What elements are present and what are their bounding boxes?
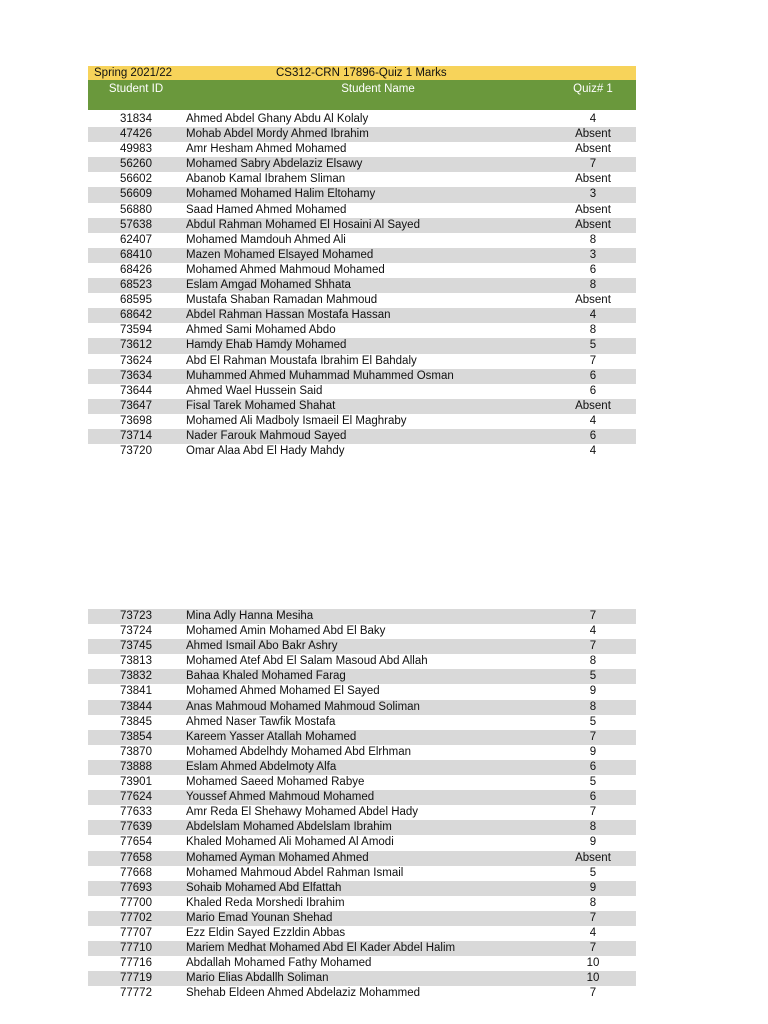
quiz-mark-cell: 8 — [589, 324, 597, 337]
student-id-cell: 56602 — [120, 173, 152, 186]
table-row — [88, 278, 636, 293]
quiz-mark-cell: 5 — [589, 339, 597, 352]
table-row — [88, 730, 636, 745]
student-id-cell: 77772 — [120, 987, 152, 1000]
student-id-cell: 73854 — [120, 730, 152, 743]
student-id-cell: 77654 — [120, 836, 152, 849]
column-header-student-id: Student ID — [108, 83, 164, 95]
student-id-cell: 73845 — [120, 715, 152, 728]
student-id-cell: 68410 — [120, 248, 152, 261]
table-row — [88, 866, 636, 881]
student-id-cell: 77633 — [120, 806, 152, 819]
quiz-mark-cell: 4 — [589, 113, 597, 125]
table-row — [88, 971, 636, 986]
table-row — [88, 820, 636, 835]
student-id-cell: 68426 — [120, 263, 152, 276]
student-name-cell: Mohamed Saeed Mohamed Rabye — [186, 776, 365, 789]
table-row — [88, 654, 636, 669]
course-title: CS312-CRN 17896-Quiz 1 Marks — [276, 67, 447, 79]
quiz-mark-cell: Absent — [575, 203, 611, 216]
student-id-cell: 77624 — [120, 791, 152, 804]
table-row — [88, 172, 636, 187]
column-header-quiz: Quiz# 1 — [573, 83, 613, 95]
quiz-mark-cell: 4 — [589, 445, 597, 458]
table-row — [88, 218, 636, 233]
table-row — [88, 745, 636, 760]
student-name-cell: Khaled Mohamed Ali Mohamed Al Amodi — [186, 836, 394, 849]
table-row — [88, 414, 636, 429]
table-header — [88, 80, 636, 110]
quiz-mark-cell: 9 — [589, 685, 597, 698]
student-id-cell: 73844 — [120, 700, 152, 713]
table-row — [88, 142, 636, 157]
quiz-mark-cell: 6 — [589, 791, 597, 804]
student-name-cell: Mohamed Ahmed Mahmoud Mohamed — [186, 263, 385, 276]
student-name-cell: Ahmed Wael Hussein Said — [186, 384, 323, 397]
table-row — [88, 338, 636, 353]
quiz-mark-cell: 6 — [589, 760, 597, 773]
table-row — [88, 881, 636, 896]
student-id-cell: 77639 — [120, 821, 152, 834]
table-row — [88, 293, 636, 308]
quiz-mark-cell: 8 — [589, 279, 597, 292]
student-name-cell: Mario Emad Younan Shehad — [186, 911, 333, 924]
table-row — [88, 233, 636, 248]
student-name-cell: Eslam Amgad Mohamed Shhata — [186, 279, 351, 292]
table-row — [88, 941, 636, 956]
quiz-mark-cell: 7 — [589, 942, 597, 955]
student-id-cell: 77719 — [120, 972, 152, 985]
table-row — [88, 323, 636, 338]
quiz-mark-cell: 5 — [589, 776, 597, 789]
student-id-cell: 73647 — [120, 399, 152, 412]
student-name-cell: Sohaib Mohamed Abd Elfattah — [186, 881, 342, 894]
student-name-cell: Shehab Eldeen Ahmed Abdelaziz Mohammed — [186, 987, 420, 1000]
student-name-cell: Abdallah Mohamed Fathy Mohamed — [186, 957, 372, 970]
student-id-cell: 56880 — [120, 203, 152, 216]
student-id-cell: 73634 — [120, 369, 152, 382]
student-id-cell: 77658 — [120, 851, 152, 864]
table-row — [88, 127, 636, 142]
student-name-cell: Mohamed Ali Madboly Ismaeil El Maghraby — [186, 414, 407, 427]
quiz-mark-cell: Absent — [575, 399, 611, 412]
table-row — [88, 986, 636, 1001]
student-name-cell: Abdel Rahman Hassan Mostafa Hassan — [186, 309, 391, 322]
quiz-mark-cell: 5 — [589, 866, 597, 879]
student-name-cell: Anas Mahmoud Mohamed Mahmoud Soliman — [186, 700, 420, 713]
student-name-cell: Mohamed Abdelhdy Mohamed Abd Elrhman — [186, 745, 412, 758]
table-row — [88, 112, 636, 127]
table-row — [88, 157, 636, 172]
quiz-mark-cell: 6 — [589, 369, 597, 382]
table-row — [88, 790, 636, 805]
student-name-cell: Mohamed Amin Mohamed Abd El Baky — [186, 625, 386, 638]
quiz-mark-cell: 9 — [589, 745, 597, 758]
table-row — [88, 715, 636, 730]
table-row — [88, 639, 636, 654]
student-name-cell: Khaled Reda Morshedi Ibrahim — [186, 896, 345, 909]
student-name-cell: Saad Hamed Ahmed Mohamed — [186, 203, 347, 216]
student-id-cell: 73698 — [120, 414, 152, 427]
quiz-mark-cell: Absent — [575, 218, 611, 231]
student-name-cell: Mohamed Mohamed Halim Eltohamy — [186, 188, 376, 201]
quiz-mark-cell: 8 — [589, 896, 597, 909]
table-row — [88, 429, 636, 444]
table-row — [88, 354, 636, 369]
student-name-cell: Abdul Rahman Mohamed El Hosaini Al Sayed — [186, 218, 420, 231]
quiz-mark-cell: 9 — [589, 836, 597, 849]
quiz-mark-cell: 7 — [589, 158, 597, 171]
student-id-cell: 49983 — [120, 143, 152, 156]
student-id-cell: 73723 — [120, 610, 152, 622]
student-id-cell: 77700 — [120, 896, 152, 909]
student-id-cell: 77710 — [120, 942, 152, 955]
student-name-cell: Mohamed Ayman Mohamed Ahmed — [186, 851, 369, 864]
quiz-mark-cell: Absent — [575, 143, 611, 156]
student-name-cell: Ahmed Abdel Ghany Abdu Al Kolaly — [186, 113, 369, 125]
student-name-cell: Ahmed Sami Mohamed Abdo — [186, 324, 336, 337]
quiz-mark-cell: 4 — [589, 926, 597, 939]
table-row — [88, 700, 636, 715]
table-row — [88, 263, 636, 278]
quiz-mark-cell: 8 — [589, 233, 597, 246]
table-row — [88, 203, 636, 218]
quiz-mark-cell: 4 — [589, 625, 597, 638]
student-name-cell: Abdelslam Mohamed Abdelslam Ibrahim — [186, 821, 392, 834]
student-name-cell: Mariem Medhat Mohamed Abd El Kader Abdel Halim — [186, 942, 456, 955]
quiz-mark-cell: 7 — [589, 987, 597, 1000]
student-name-cell: Mazen Mohamed Elsayed Mohamed — [186, 248, 374, 261]
quiz-mark-cell: 7 — [589, 354, 597, 367]
quiz-mark-cell: 5 — [589, 670, 597, 683]
student-id-cell: 73841 — [120, 685, 152, 698]
student-name-cell: Mario Elias Abdallh Soliman — [186, 972, 329, 985]
student-id-cell: 77693 — [120, 881, 152, 894]
table-row — [88, 835, 636, 850]
student-name-cell: Mustafa Shaban Ramadan Mahmoud — [186, 294, 378, 307]
quiz-mark-cell: 6 — [589, 263, 597, 276]
quiz-mark-cell: 4 — [589, 414, 597, 427]
table-row — [88, 911, 636, 926]
student-id-cell: 73594 — [120, 324, 152, 337]
student-name-cell: Mohamed Sabry Abdelaziz Elsawy — [186, 158, 363, 171]
quiz-mark-cell: 8 — [589, 700, 597, 713]
quiz-mark-cell: 8 — [589, 655, 597, 668]
quiz-mark-cell: 10 — [586, 957, 600, 970]
student-name-cell: Ahmed Naser Tawfik Mostafa — [186, 715, 336, 728]
student-id-cell: 73720 — [120, 445, 152, 458]
student-id-cell: 68595 — [120, 294, 152, 307]
student-id-cell: 77716 — [120, 957, 152, 970]
student-name-cell: Amr Hesham Ahmed Mohamed — [186, 143, 347, 156]
student-name-cell: Mohamed Mamdouh Ahmed Ali — [186, 233, 346, 246]
student-id-cell: 56260 — [120, 158, 152, 171]
quiz-mark-cell: 6 — [589, 384, 597, 397]
term-label: Spring 2021/22 — [94, 67, 173, 79]
student-name-cell: Bahaa Khaled Mohamed Farag — [186, 670, 346, 683]
quiz-mark-cell: 7 — [589, 911, 597, 924]
column-header-student-name: Student Name — [341, 83, 415, 95]
table-row — [88, 308, 636, 323]
marks-table-part-2 — [88, 609, 636, 1001]
quiz-mark-cell: 4 — [589, 309, 597, 322]
marks-table-part-1 — [88, 112, 636, 459]
student-id-cell: 73644 — [120, 384, 152, 397]
quiz-mark-cell: 5 — [589, 715, 597, 728]
quiz-mark-cell: 10 — [586, 972, 600, 985]
quiz-mark-cell: 9 — [589, 881, 597, 894]
quiz-mark-cell: 7 — [589, 730, 597, 743]
student-name-cell: Mohamed Ahmed Mohamed El Sayed — [186, 685, 380, 698]
quiz-mark-cell: 3 — [589, 188, 597, 201]
student-id-cell: 47426 — [120, 128, 152, 141]
student-name-cell: Mohamed Atef Abd El Salam Masoud Abd Allah — [186, 655, 428, 668]
student-id-cell: 57638 — [120, 218, 152, 231]
student-id-cell: 73724 — [120, 625, 152, 638]
student-name-cell: Mohab Abdel Mordy Ahmed Ibrahim — [186, 128, 369, 141]
student-id-cell: 77707 — [120, 926, 152, 939]
student-name-cell: Ahmed Ismail Abo Bakr Ashry — [186, 640, 338, 653]
student-name-cell: Abanob Kamal Ibrahem Sliman — [186, 173, 346, 186]
table-row — [88, 805, 636, 820]
quiz-mark-cell: 3 — [589, 248, 597, 261]
student-name-cell: Mohamed Mahmoud Abdel Rahman Ismail — [186, 866, 404, 879]
student-id-cell: 77702 — [120, 911, 152, 924]
student-id-cell: 73888 — [120, 760, 152, 773]
table-row — [88, 369, 636, 384]
student-name-cell: Ezz Eldin Sayed Ezzldin Abbas — [186, 926, 346, 939]
student-id-cell: 73870 — [120, 745, 152, 758]
table-row — [88, 669, 636, 684]
quiz-mark-cell: 6 — [589, 429, 597, 442]
table-row — [88, 399, 636, 414]
student-id-cell: 73612 — [120, 339, 152, 352]
student-id-cell: 73624 — [120, 354, 152, 367]
student-id-cell: 73901 — [120, 776, 152, 789]
student-name-cell: Omar Alaa Abd El Hady Mahdy — [186, 445, 345, 458]
student-name-cell: Fisal Tarek Mohamed Shahat — [186, 399, 336, 412]
quiz-mark-cell: Absent — [575, 851, 611, 864]
quiz-mark-cell: Absent — [575, 173, 611, 186]
student-name-cell: Amr Reda El Shehawy Mohamed Abdel Hady — [186, 806, 419, 819]
table-row — [88, 851, 636, 866]
student-name-cell: Eslam Ahmed Abdelmoty Alfa — [186, 760, 337, 773]
table-row — [88, 684, 636, 699]
student-id-cell: 62407 — [120, 233, 152, 246]
table-row — [88, 609, 636, 624]
table-row — [88, 956, 636, 971]
student-id-cell: 31834 — [120, 113, 152, 125]
sheet-title-bar — [88, 66, 636, 80]
student-name-cell: Nader Farouk Mahmoud Sayed — [186, 429, 347, 442]
student-id-cell: 73745 — [120, 640, 152, 653]
table-row — [88, 896, 636, 911]
student-name-cell: Muhammed Ahmed Muhammad Muhammed Osman — [186, 369, 454, 382]
table-row — [88, 187, 636, 202]
student-id-cell: 73832 — [120, 670, 152, 683]
student-id-cell: 73813 — [120, 655, 152, 668]
student-name-cell: Abd El Rahman Moustafa Ibrahim El Bahdaly — [186, 354, 417, 367]
student-id-cell: 73714 — [120, 429, 152, 442]
table-row — [88, 248, 636, 263]
table-row — [88, 926, 636, 941]
student-name-cell: Mina Adly Hanna Mesiha — [186, 610, 314, 622]
table-row — [88, 760, 636, 775]
quiz-mark-cell: Absent — [575, 294, 611, 307]
quiz-mark-cell: 7 — [589, 640, 597, 653]
student-name-cell: Kareem Yasser Atallah Mohamed — [186, 730, 357, 743]
student-name-cell: Youssef Ahmed Mahmoud Mohamed — [186, 791, 375, 804]
quiz-mark-cell: 8 — [589, 821, 597, 834]
table-row — [88, 384, 636, 399]
student-id-cell: 77668 — [120, 866, 152, 879]
student-id-cell: 68523 — [120, 279, 152, 292]
table-row — [88, 624, 636, 639]
table-row — [88, 775, 636, 790]
student-name-cell: Hamdy Ehab Hamdy Mohamed — [186, 339, 347, 352]
student-id-cell: 56609 — [120, 188, 152, 201]
quiz-mark-cell: 7 — [589, 610, 597, 622]
table-row — [88, 444, 636, 459]
student-id-cell: 68642 — [120, 309, 152, 322]
quiz-mark-cell: Absent — [575, 128, 611, 141]
quiz-mark-cell: 7 — [589, 806, 597, 819]
